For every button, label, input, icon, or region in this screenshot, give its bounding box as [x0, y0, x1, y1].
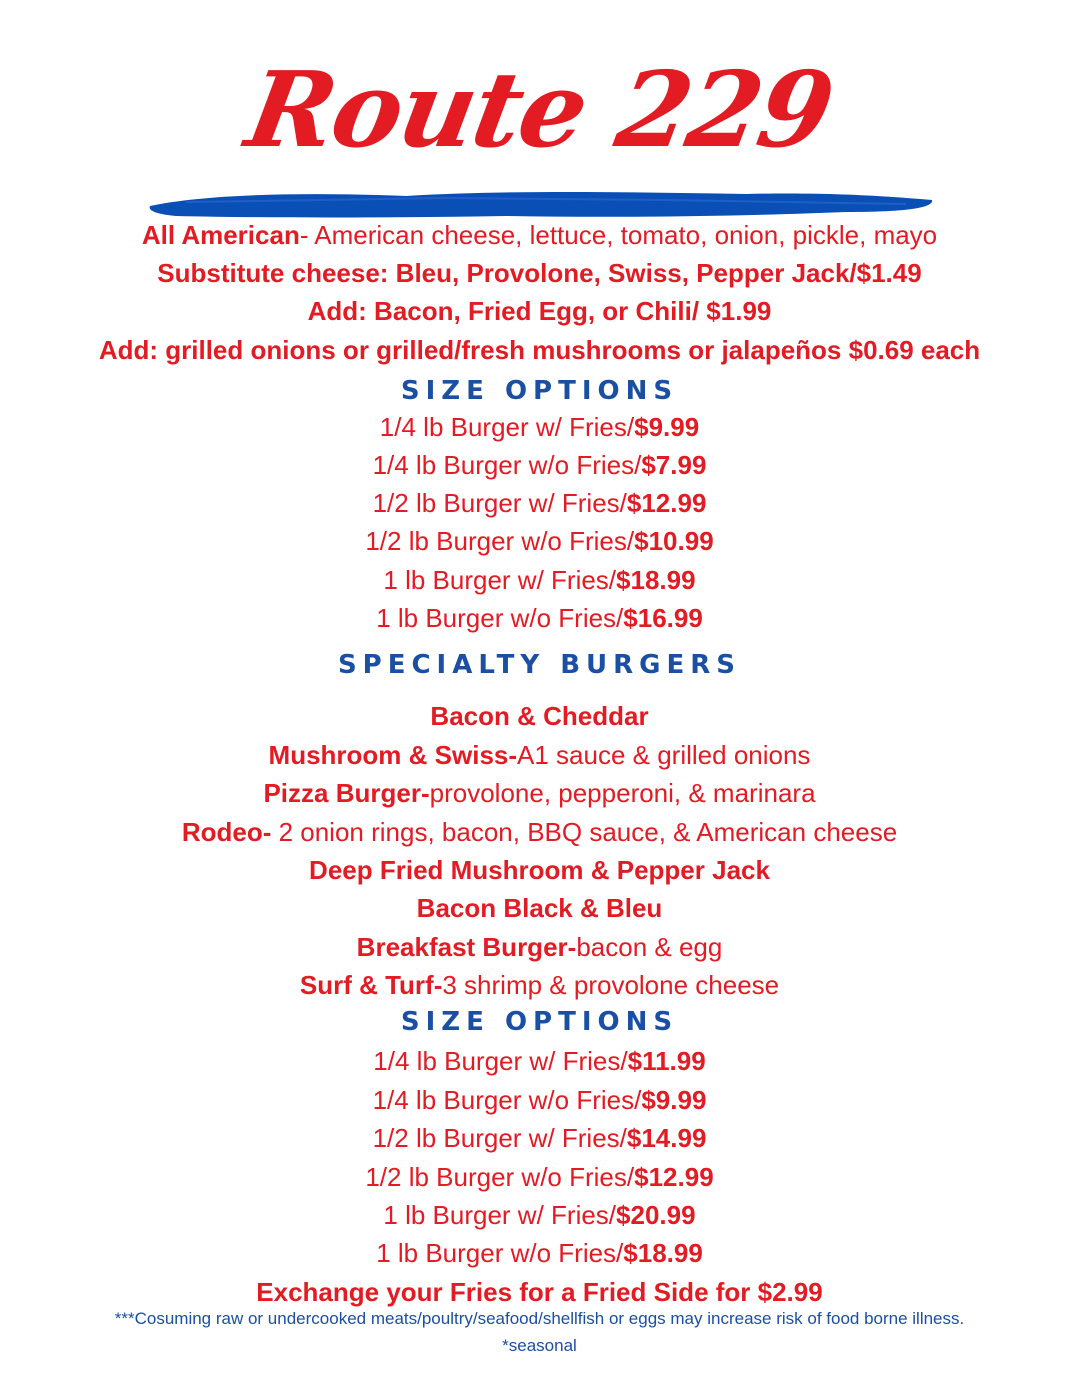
size-option-label: 1/2 lb Burger w/ Fries/	[372, 1123, 627, 1153]
logo-text: Route 229	[238, 48, 841, 171]
specialty-name: Rodeo-	[181, 817, 272, 847]
size-option-price: $10.99	[634, 526, 714, 556]
all-american-line	[0, 216, 1079, 254]
size-option-price: $16.99	[623, 603, 703, 633]
size-option-label: 1/2 lb Burger w/ Fries/	[372, 488, 627, 518]
specialty-item	[0, 966, 1079, 1004]
logo	[0, 40, 1079, 180]
size-option-item	[0, 522, 1079, 560]
specialty-item	[0, 813, 1079, 851]
specialty-desc: provolone, pepperoni, & marinara	[429, 778, 816, 808]
size-options-heading-2: SIZE OPTIONS	[400, 1007, 679, 1037]
specialty-item	[0, 697, 1079, 735]
size-option-item	[0, 1042, 1079, 1080]
specialty-desc: 3 shrimp & provolone cheese	[442, 970, 780, 1000]
add-bacon-line: Add: Bacon, Fried Egg, or Chili/ $1.99	[307, 296, 772, 326]
add-onions-line: Add: grilled onions or grilled/fresh mushrooms or jalapeños $0.69 each	[98, 335, 981, 365]
size-option-price: $14.99	[626, 1123, 707, 1153]
size-option-item	[0, 1158, 1079, 1196]
size-option-price: $12.99	[634, 1162, 714, 1192]
size-option-item	[0, 1119, 1079, 1157]
size-option-item	[0, 408, 1079, 446]
size-option-item	[0, 599, 1079, 637]
specialty-item	[0, 774, 1079, 812]
size-option-label: 1 lb Burger w/o Fries/	[376, 603, 624, 633]
specialty-desc: A1 sauce & grilled onions	[517, 740, 811, 770]
food-safety-warning: ***Cosuming raw or undercooked meats/poultry/seafood/shellfish or eggs may increase risk of food borne illness.	[114, 1309, 965, 1328]
size-option-price: $9.99	[634, 412, 700, 442]
size-option-item	[0, 561, 1079, 599]
size-option-label: 1/4 lb Burger w/ Fries/	[373, 1046, 628, 1076]
size-option-item	[0, 1196, 1079, 1234]
substitute-line: Substitute cheese: Bleu, Provolone, Swiss, Pepper Jack/$1.49	[157, 258, 922, 288]
size-option-price: $12.99	[626, 488, 707, 518]
specialty-desc: 2 onion rings, bacon, BBQ sauce, & American cheese	[271, 817, 898, 847]
specialty-name: Bacon Black & Bleu	[416, 893, 663, 923]
exchange-fries-line: Exchange your Fries for a Fried Side for $2.99	[256, 1277, 823, 1307]
size-option-price: $7.99	[641, 450, 707, 480]
size-option-label: 1/2 lb Burger w/o Fries/	[365, 526, 635, 556]
size-option-item	[0, 484, 1079, 522]
size-option-item	[0, 1081, 1079, 1119]
size-option-price: $20.99	[616, 1200, 696, 1230]
specialty-item	[0, 851, 1079, 889]
size-options-heading-1: SIZE OPTIONS	[400, 376, 679, 406]
specialty-burgers-heading: SPECIALTY BURGERS	[337, 650, 742, 680]
size-option-price: $11.99	[627, 1046, 706, 1076]
specialty-item	[0, 889, 1079, 927]
size-option-price: $18.99	[623, 1238, 703, 1268]
specialty-name: Bacon & Cheddar	[430, 701, 649, 731]
size-option-item	[0, 1234, 1079, 1272]
specialty-item	[0, 736, 1079, 774]
seasonal-note: *seasonal	[502, 1336, 577, 1355]
size-option-label: 1/4 lb Burger w/o Fries/	[372, 1085, 642, 1115]
specialty-item	[0, 928, 1079, 966]
specialty-name: Pizza Burger-	[263, 778, 430, 808]
size-option-label: 1 lb Burger w/ Fries/	[383, 1200, 617, 1230]
specialty-name: Breakfast Burger-	[356, 932, 577, 962]
specialty-name: Surf & Turf-	[299, 970, 443, 1000]
all-american-desc: - American cheese, lettuce, tomato, onion, pickle, mayo	[299, 220, 938, 250]
specialty-name: Mushroom & Swiss-	[268, 740, 518, 770]
all-american-name: All American	[141, 220, 300, 250]
size-option-label: 1 lb Burger w/o Fries/	[376, 1238, 624, 1268]
size-option-label: 1 lb Burger w/ Fries/	[383, 565, 617, 595]
size-option-item	[0, 446, 1079, 484]
size-option-label: 1/4 lb Burger w/o Fries/	[372, 450, 642, 480]
size-option-label: 1/2 lb Burger w/o Fries/	[365, 1162, 635, 1192]
size-option-label: 1/4 lb Burger w/ Fries/	[379, 412, 635, 442]
specialty-name: Deep Fried Mushroom & Pepper Jack	[309, 855, 770, 885]
size-option-price: $9.99	[641, 1085, 707, 1115]
size-option-price: $18.99	[616, 565, 696, 595]
specialty-desc: bacon & egg	[576, 932, 723, 962]
